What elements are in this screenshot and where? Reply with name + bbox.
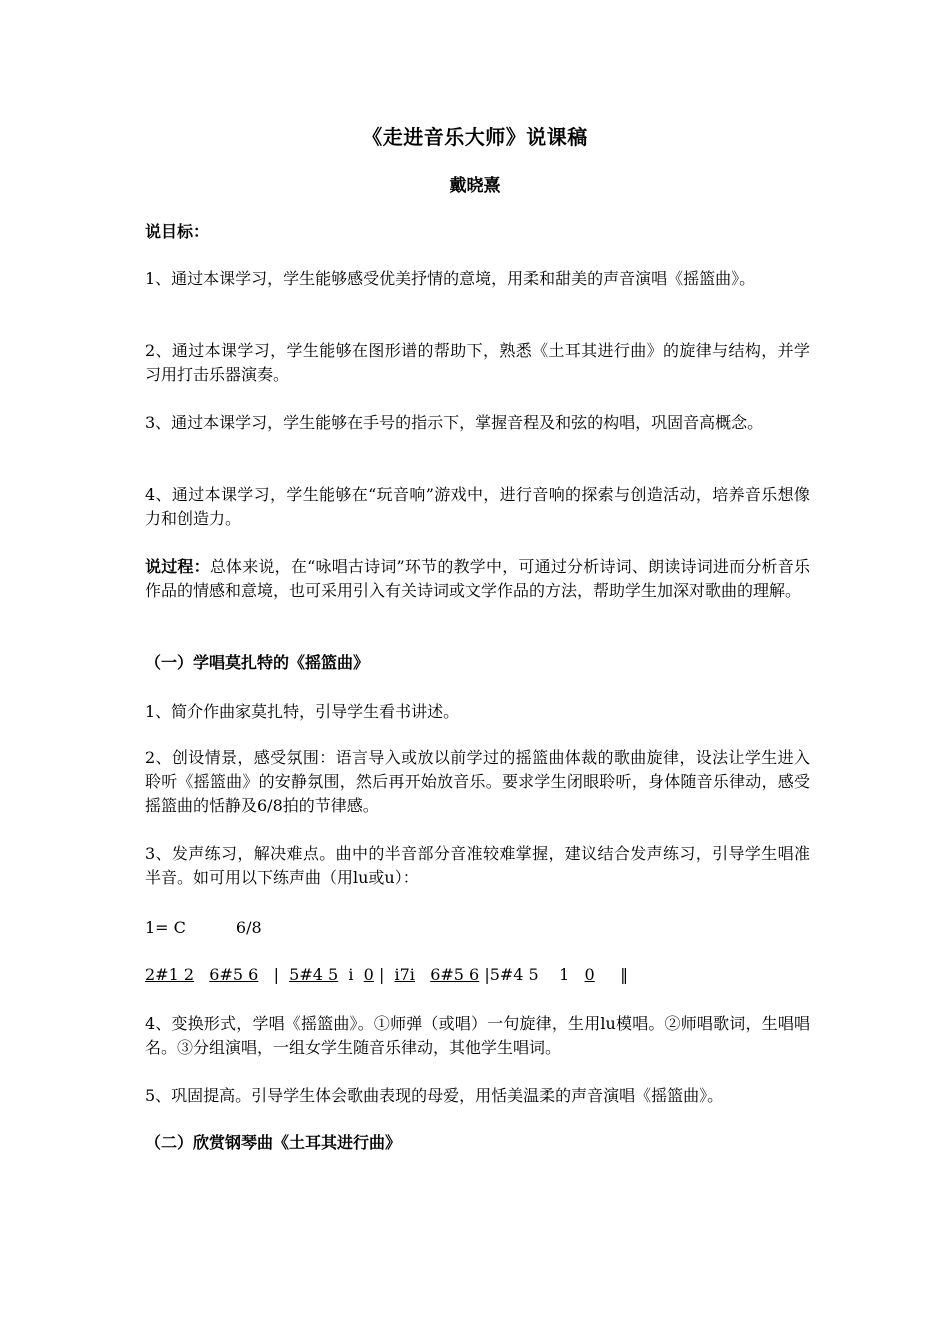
- section1-item: 4、变换形式，学唱《摇篮曲》。①师弹（或唱）一句旋律，生用lu模唱。②师唱歌词，生唱唱名。③分组演唱，一组女学生随音乐律动，其他学生唱词。: [145, 1014, 810, 1057]
- objective-item: 2、通过本课学习，学生能够在图形谱的帮助下，熟悉《土耳其进行曲》的旋律与结构，并学习用打击乐器演奏。: [145, 341, 810, 384]
- melody-note-group: 5#4 5: [289, 965, 339, 984]
- document-title: 《走进音乐大师》说课稿: [362, 125, 588, 149]
- bar-line: |: [378, 965, 385, 984]
- process-text: 总体来说，在“咏唱古诗词”环节的教学中，可通过分析诗词、朗读诗词进而分析音乐作品的情感和意境，也可采用引入有关诗词或文学作品的方法，帮助学生加深对歌曲的理解。: [145, 557, 810, 600]
- melody-note-group: 6#5 6: [209, 965, 259, 984]
- section1-item: 1、简介作曲家莫扎特，引导学生看书讲述。: [145, 702, 460, 721]
- melody-note: 1: [559, 965, 570, 984]
- melody-note-group: |5#4 5: [484, 965, 539, 984]
- objective-item: 1、通过本课学习，学生能够感受优美抒情的意境，用柔和甜美的声音演唱《摇篮曲》。: [145, 269, 756, 288]
- objective-item: 4、通过本课学习，学生能够在“玩音响”游戏中，进行音响的探索与创造活动，培养音乐想像力和创造力。: [145, 485, 810, 528]
- section1-item: 2、创设情景，感受氛围：语言导入或放以前学过的摇篮曲体裁的歌曲旋律，设法让学生进入聆听《摇篮曲》的安静氛围，然后再开始放音乐。要求学生闭眼聆听，身体随音乐律动，感受摇篮曲的恬静及6/8拍的节律感。: [145, 748, 810, 815]
- key-signature-line: [145, 916, 810, 940]
- time-signature: 6/8: [235, 918, 262, 937]
- key-signature: 1= C: [145, 918, 186, 937]
- melody-rest: 0: [363, 965, 374, 984]
- final-bar-line: ‖: [620, 965, 629, 984]
- melody-note-group: 6#5 6: [430, 965, 480, 984]
- melody-note-group: 2#1 2: [145, 965, 195, 984]
- melody-notation: [145, 963, 810, 987]
- section2-heading: （二）欣赏钢琴曲《土耳其进行曲》: [145, 1133, 402, 1152]
- objective-item: 3、通过本课学习，学生能够在手号的指示下，掌握音程及和弦的构唱，巩固音高概念。: [145, 413, 764, 432]
- melody-note-group: i7i: [394, 965, 415, 984]
- bar-line: |: [273, 965, 279, 984]
- objectives-heading: 说目标：: [145, 222, 210, 241]
- author-name: 戴晓熹: [449, 176, 501, 196]
- process-paragraph: [145, 555, 810, 603]
- process-label: 说过程：: [145, 557, 210, 576]
- melody-note: i: [348, 965, 354, 984]
- melody-rest: 0: [584, 965, 595, 984]
- section1-heading: （一）学唱莫扎特的《摇篮曲》: [145, 653, 370, 672]
- section1-item: 5、巩固提高。引导学生体会歌曲表现的母爱，用恬美温柔的声音演唱《摇篮曲》。: [145, 1086, 724, 1105]
- section1-item: 3、发声练习，解决难点。曲中的半音部分音准较难掌握，建议结合发声练习，引导学生唱准半音。如可用以下练声曲（用lu或u）：: [145, 844, 810, 887]
